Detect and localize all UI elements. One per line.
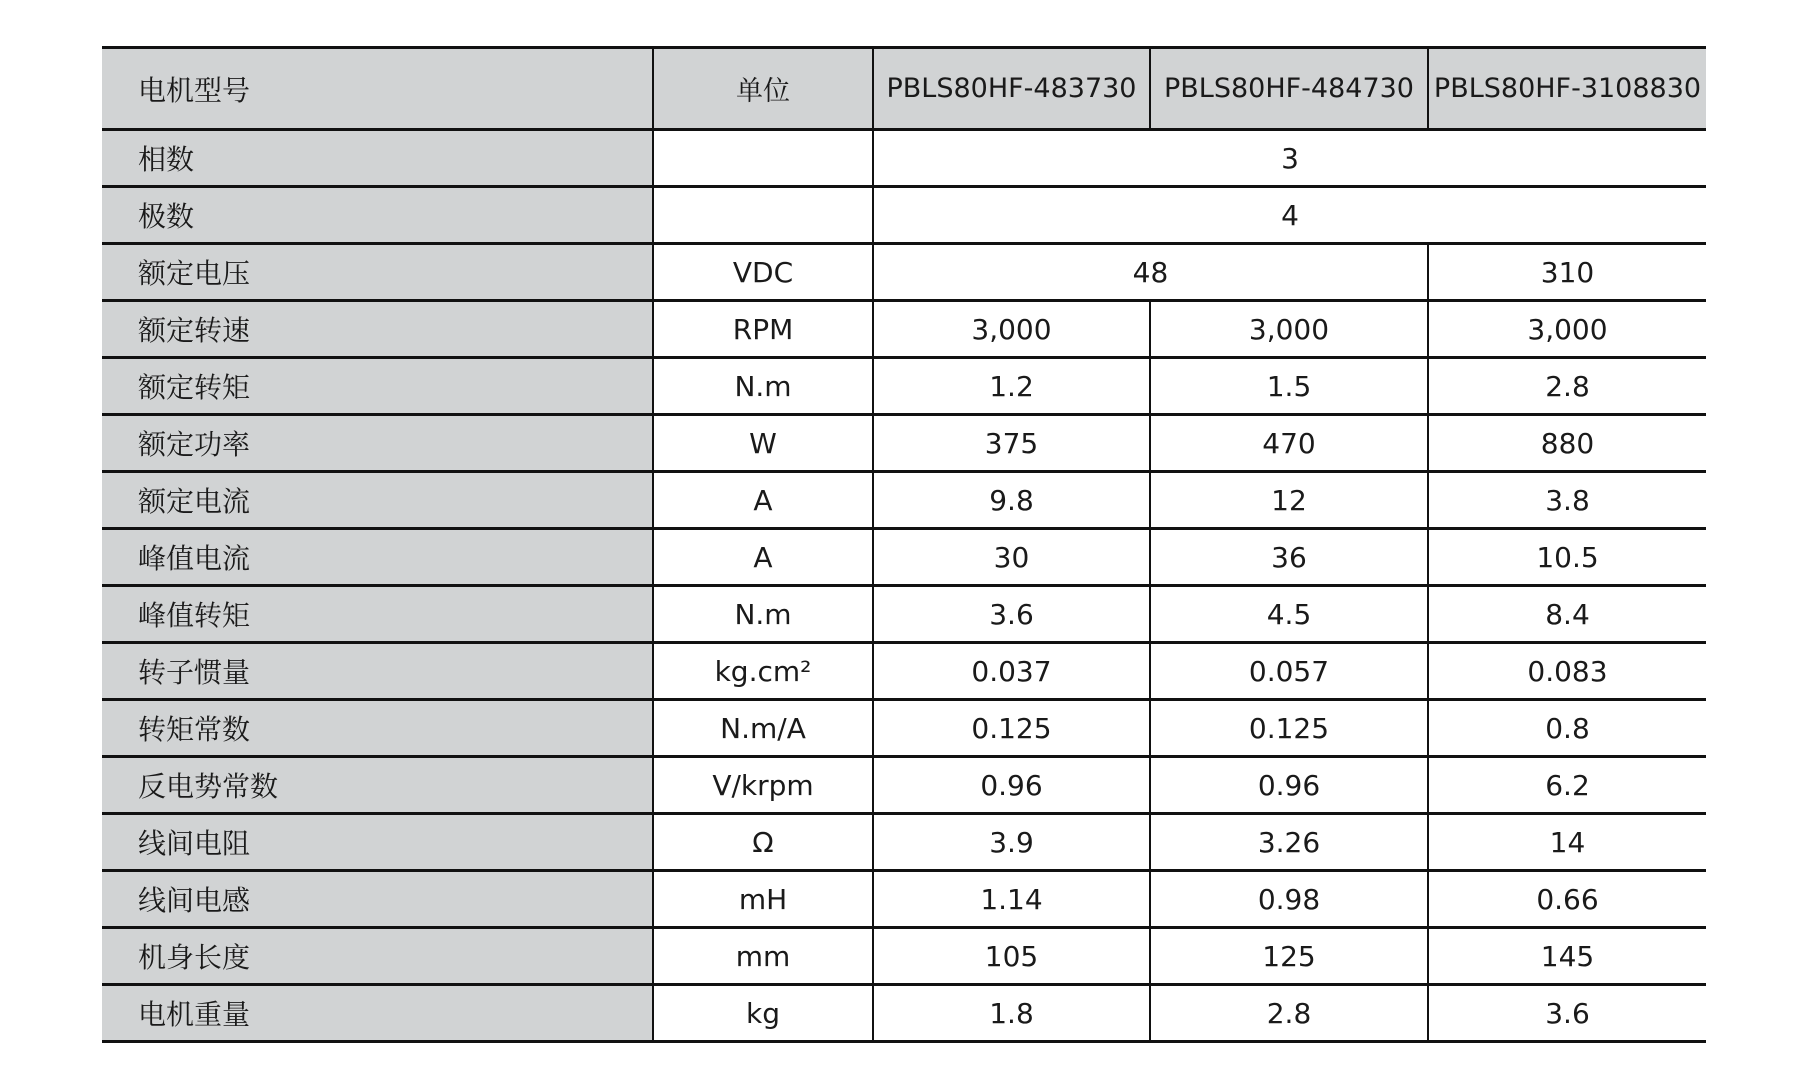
- row-label-cell: 额定电压: [102, 244, 653, 301]
- row-label-cell: 峰值电流: [102, 529, 653, 586]
- table-body: [102, 130, 1706, 1042]
- row-value-cell: 1.8: [873, 985, 1150, 1042]
- row-value-cell: 125: [1150, 928, 1428, 985]
- row-unit-cell: RPM: [653, 301, 873, 358]
- row-label-cell: 额定转矩: [102, 358, 653, 415]
- row-value-cell: 3.6: [873, 586, 1150, 643]
- row-value-cell: 105: [873, 928, 1150, 985]
- header-model-cell: PBLS80HF-3108830: [1428, 48, 1706, 130]
- table-row: [102, 301, 1706, 358]
- row-value-cell: 6.2: [1428, 757, 1706, 814]
- row-label-cell: 反电势常数: [102, 757, 653, 814]
- row-value-cell: 0.083: [1428, 643, 1706, 700]
- row-value-cell: 0.057: [1150, 643, 1428, 700]
- table-row: [102, 415, 1706, 472]
- row-unit-cell: mm: [653, 928, 873, 985]
- row-value-cell: 2.8: [1150, 985, 1428, 1042]
- row-unit-cell: kg.cm²: [653, 643, 873, 700]
- row-label-cell: 电机重量: [102, 985, 653, 1042]
- table-row: [102, 472, 1706, 529]
- header-unit-cell: 单位: [653, 48, 873, 130]
- row-value-cell: 3.9: [873, 814, 1150, 871]
- row-value-cell: 12: [1150, 472, 1428, 529]
- row-value-cell: 36: [1150, 529, 1428, 586]
- row-unit-cell: [653, 187, 873, 244]
- motor-spec-table: [102, 46, 1706, 1043]
- row-value-cell: 4.5: [1150, 586, 1428, 643]
- header-model-cell: PBLS80HF-484730: [1150, 48, 1428, 130]
- row-value-cell: 0.125: [873, 700, 1150, 757]
- row-unit-cell: kg: [653, 985, 873, 1042]
- row-label-cell: 转矩常数: [102, 700, 653, 757]
- row-value-cell: 470: [1150, 415, 1428, 472]
- row-unit-cell: Ω: [653, 814, 873, 871]
- table-row: [102, 700, 1706, 757]
- row-unit-cell: W: [653, 415, 873, 472]
- row-unit-cell: N.m: [653, 358, 873, 415]
- row-unit-cell: A: [653, 472, 873, 529]
- row-label-cell: 峰值转矩: [102, 586, 653, 643]
- row-unit-cell: A: [653, 529, 873, 586]
- table-row: [102, 358, 1706, 415]
- row-value-cell: 0.96: [873, 757, 1150, 814]
- row-label-cell: 机身长度: [102, 928, 653, 985]
- row-label-cell: 额定功率: [102, 415, 653, 472]
- row-value-cell: 375: [873, 415, 1150, 472]
- row-value-cell: 3,000: [1428, 301, 1706, 358]
- row-value-cell: 0.96: [1150, 757, 1428, 814]
- row-label-cell: 线间电阻: [102, 814, 653, 871]
- row-unit-cell: N.m/A: [653, 700, 873, 757]
- row-value-cell: 1.2: [873, 358, 1150, 415]
- header-label-cell: 电机型号: [102, 48, 653, 130]
- row-value-cell: 880: [1428, 415, 1706, 472]
- row-value-cell: 30: [873, 529, 1150, 586]
- row-value-cell: 3: [873, 130, 1706, 187]
- table-row: [102, 529, 1706, 586]
- table-row: [102, 244, 1706, 301]
- row-unit-cell: N.m: [653, 586, 873, 643]
- row-label-cell: 相数: [102, 130, 653, 187]
- table-row: [102, 814, 1706, 871]
- row-value-cell: 0.125: [1150, 700, 1428, 757]
- table-row: [102, 985, 1706, 1042]
- row-unit-cell: [653, 130, 873, 187]
- table-row: [102, 757, 1706, 814]
- row-value-cell: 1.5: [1150, 358, 1428, 415]
- table-row: [102, 130, 1706, 187]
- row-value-cell: 0.037: [873, 643, 1150, 700]
- row-label-cell: 极数: [102, 187, 653, 244]
- row-value-cell: 0.8: [1428, 700, 1706, 757]
- row-value-cell: 0.66: [1428, 871, 1706, 928]
- row-value-cell: 8.4: [1428, 586, 1706, 643]
- table-row: [102, 187, 1706, 244]
- table-row: [102, 928, 1706, 985]
- row-label-cell: 转子惯量: [102, 643, 653, 700]
- row-unit-cell: mH: [653, 871, 873, 928]
- table-row: [102, 643, 1706, 700]
- table-header: [102, 48, 1706, 130]
- row-value-cell: 14: [1428, 814, 1706, 871]
- row-unit-cell: VDC: [653, 244, 873, 301]
- row-value-cell: 9.8: [873, 472, 1150, 529]
- header-row: [102, 48, 1706, 130]
- row-value-cell: 145: [1428, 928, 1706, 985]
- table-row: [102, 871, 1706, 928]
- row-value-cell: 10.5: [1428, 529, 1706, 586]
- row-value-cell: 2.8: [1428, 358, 1706, 415]
- row-value-cell: 3,000: [873, 301, 1150, 358]
- header-model-cell: PBLS80HF-483730: [873, 48, 1150, 130]
- row-value-cell: 3.8: [1428, 472, 1706, 529]
- row-value-cell: 1.14: [873, 871, 1150, 928]
- row-value-cell: 4: [873, 187, 1706, 244]
- row-label-cell: 额定电流: [102, 472, 653, 529]
- row-value-cell: 310: [1428, 244, 1706, 301]
- row-unit-cell: V/krpm: [653, 757, 873, 814]
- row-value-cell: 3.6: [1428, 985, 1706, 1042]
- table-row: [102, 586, 1706, 643]
- row-value-cell: 48: [873, 244, 1428, 301]
- row-value-cell: 3,000: [1150, 301, 1428, 358]
- row-value-cell: 0.98: [1150, 871, 1428, 928]
- row-label-cell: 线间电感: [102, 871, 653, 928]
- row-label-cell: 额定转速: [102, 301, 653, 358]
- row-value-cell: 3.26: [1150, 814, 1428, 871]
